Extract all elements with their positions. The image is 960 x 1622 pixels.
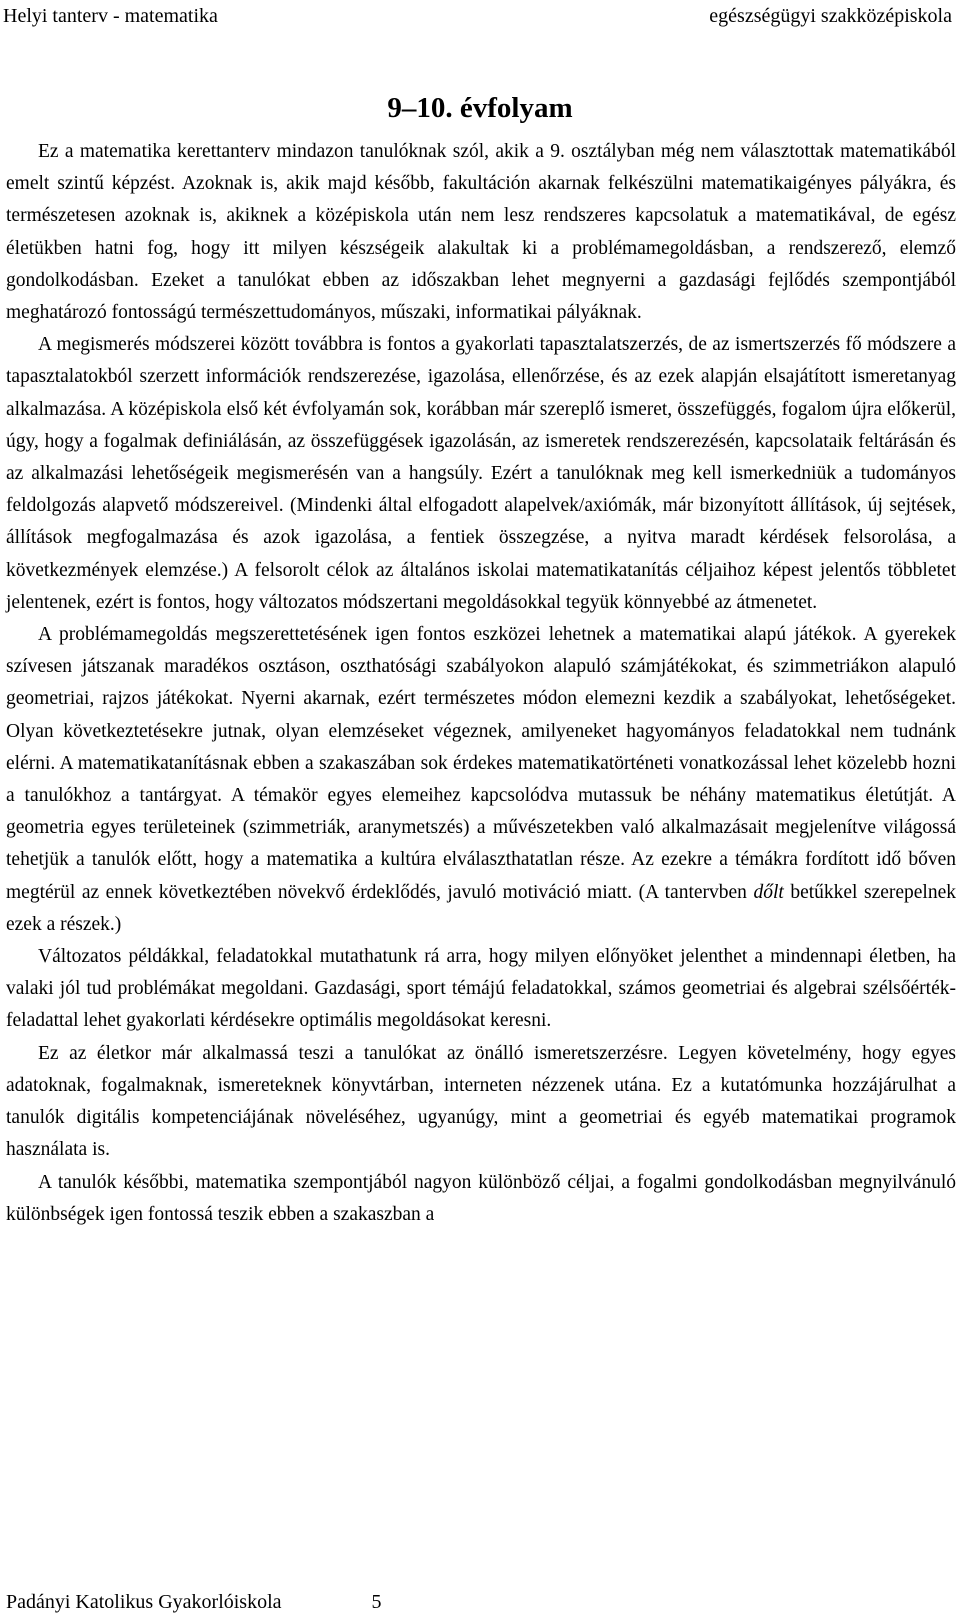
paragraph-differences: A tanulók későbbi, matematika szempontjából nagyon különböző céljai, a fogalmi gondolkodásban megnyilvánuló különbségek igen fontossá teszik ebben a szakaszban a [6, 1171, 956, 1225]
italic-word: dőlt [753, 881, 784, 903]
paragraph-methods: A megismerés módszerei között továbbra is fontos a gyakorlati tapasztalatszerzés, de az ismertszerzés fő módszere a tapasztalatokból szerzett információk rendszerezése, igazolása, ellenőrzése, és az ezek alapján elsajátított ismeretanyag alkalmazása. A középiskola első két évfolyamán sok, korábban már szereplő ismeret, összefüggés, fogalom újra előkerül, úgy, hogy a fogalmak definiálásán, az összefüggések igazolásán, az ismeretek rendszerezésén, kapcsolataik feltárásán és az alkalmazási lehetőségeik megismerésén van a hangsúly. Ezért a tanulóknak meg kell ismerkedniük a tudományos feldolgozás alapvető módszereivel. (Mindenki által elfogadott alapelvek/axiómák, már bizonyított állítások, új sejtések, állítások megfogalmazása és azok igazolása, a fentiek összegzése, a nyitva maradt kérdések felsorolása, a következmények elemzése.) A felsorolt célok az általános iskolai matematikatanítás céljaihoz képest jelentős többletet jelentenek, ezért is fontos, hogy változatos módszertani megoldásokkal tegyük könnyebbé az átmenetet. [6, 334, 956, 613]
paragraph-self-learning: Ez az életkor már alkalmassá teszi a tanulókat az önálló ismeretszerzésre. Legyen követelmény, hogy egyes adatoknak, fogalmaknak, ismereteknek könyvtárban, interneten nézzenek utána. Ez a kutatómunka hozzájárulhat a tanulók digitális kompetenciájának növeléséhez, ugyanúgy, mint a geometriai és egyéb matematikai programok használata is. [6, 1042, 956, 1161]
paragraph-problem-solving [6, 619, 956, 941]
header-left-text: Helyi tanterv - matematika [3, 5, 218, 27]
page-header [3, 2, 952, 30]
page-number: 5 [371, 1591, 382, 1613]
document-body [6, 136, 956, 1231]
header-right-text: egészségügyi szakközépiskola [709, 5, 952, 27]
paragraph-intro: Ez a matematika kerettanterv mindazon tanulóknak szól, akik a 9. osztályban még nem választottak matematikából emelt szintű képzést. Azoknak is, akik majd később, fakultáción akarnak felkészülni matematikaigényes pályákra, és természetesen azoknak is, akiknek a középiskola után nem lesz rendszeres kapcsolatuk a matematikával, de egész életükben hatni fog, hogy itt milyen készségeik alakultak ki a problémamegoldásban, a rendszerező, elemző gondolkodásban. Ezeket a tanulókat ebben az időszakban lehet megnyerni a gazdasági fejlődés szempontjából meghatározó fontosságú természettudományos, műszaki, informatikai pályáknak. [6, 141, 956, 324]
paragraph-problem-solving-end: betűkkel szerepelnek ezek a részek.) [6, 881, 957, 935]
paragraph-examples: Változatos példákkal, feladatokkal mutathatunk rá arra, hogy milyen előnyöket jelenthet a mindennapi életben, ha valaki jól tud problémákat megoldani. Gazdasági, sport témájú feladatokkal, számos geometriai és algebrai szélsőérték-feladattal lehet gyakorlati kérdésekre optimális megoldásokat keresni. [6, 946, 956, 1032]
paragraph-problem-solving-text: A problémamegoldás megszerettetésének igen fontos eszközei lehetnek a matematikai alapú játékok. A gyerekek szívesen játszanak maradékos osztáson, oszthatósági szabályokon alapuló számjátékokat, és szimmetriákon alapuló geometriai, rajzos játékokat. Nyerni akarnak, ezért természetes módon elemezni kezdik a szabályokat, lehetőségeket. Olyan következtetésekre jutnak, olyan elemzéseket végeznek, amilyeneket hagyományos feladatokkal nem tudnánk elérni. A matematikatanításnak ebben a szakaszában sok érdekes matematikatörténeti vonatkozással lehet közelebb hozni a tanulókhoz a tantárgyat. A témakör egyes elemeihez kapcsolódva mutassuk be néhány matematikus életútját. A geometria egyes területeinek (szimmetriák, aranymetszés) a művészetekben való alkalmazásait megjelenítve világossá tehetjük a tanulók előtt, hogy a matematika a kultúra elválaszthatatlan része. Az ezekre a témákra fordított idő bőven megtérül az ennek következtében növekvő érdeklődés, javuló motiváció miatt. (A tantervben [6, 624, 956, 903]
page-footer [6, 1588, 382, 1616]
footer-school-name: Padányi Katolikus Gyakorlóiskola [6, 1591, 282, 1613]
page-title: 9–10. évfolyam [387, 92, 573, 124]
